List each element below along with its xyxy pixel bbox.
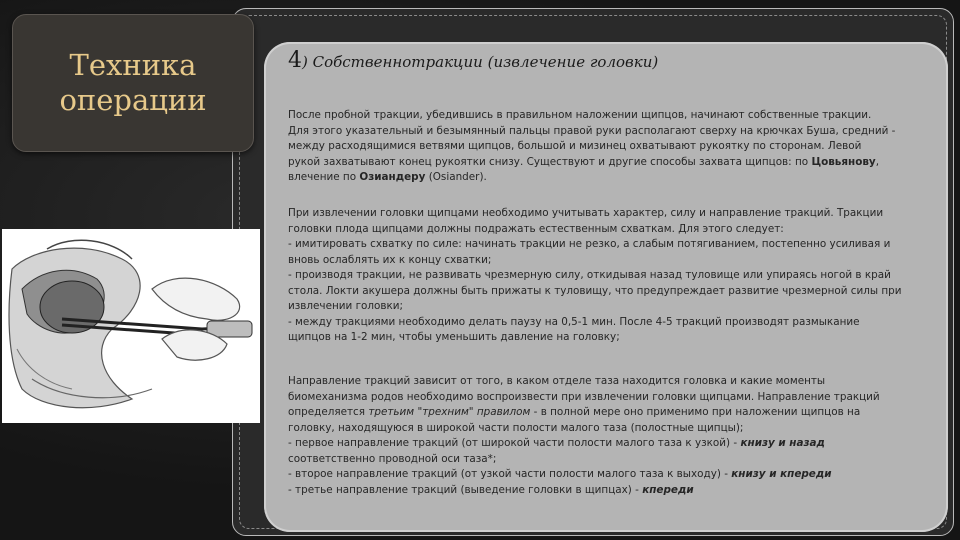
section-heading [288,48,928,73]
paragraph-line: стола. Локти акушера должны быть прижаты к туловищу, что предупреждает развитие чрезмерной силы при [288,284,902,297]
section-heading-text: ) Собственнотракции (извлечение головки) [302,53,659,71]
paragraph-line: извлечении головки; [288,300,404,312]
paragraph-line [288,170,908,186]
direction-label: кпереди [642,483,694,496]
paragraph-line: биомеханизма родов необходимо воспроизвести при извлечении головки щипцами. Направление тракций [288,390,880,403]
paragraph-line: При извлечении головки щипцами необходимо учитывать характер, силу и направление тракций. Тракции [288,207,884,219]
paragraph-traction-direction [288,374,908,498]
direction-label: книзу и назад [740,437,825,449]
forceps-illustration [2,229,260,423]
text-segment: влечение по [288,171,360,183]
text-segment: рукой захватывают конец рукоятки снизу. Существуют и другие способы захвата щипцов: по [288,155,812,168]
paragraph-line: между расходящимися ветвями щипцов, большой и мизинец охватывают рукоятку по сторонам. Левой [288,140,862,152]
paragraph-line: головку, находящуюся в широкой части полости малого таза (полостные щипцы); [288,421,744,434]
text-segment: , [875,155,880,168]
paragraph-line: - производя тракции, не развивать чрезмерную силу, откидывая назад туловище или упираясь ногой в край [288,269,891,281]
text-segment: - первое направление тракций (от широкой части полости малого таза к узкой) - [288,437,741,449]
rule-name: третьим "трехним" правилом [368,406,531,418]
paragraph-line: вновь ослаблять их к концу схватки; [288,253,492,266]
text-segment: (Osiander). [425,171,487,183]
section-number: 4 [288,48,302,73]
paragraph-line: головки плода щипцами должны подражать естественным схваткам. Для этого следует: [288,222,784,235]
text-segment: - третье направление тракций (выведение головки в щипцах) - [288,483,643,496]
paragraph-line: Направление тракций зависит от того, в каком отделе таза находится головка и какие моменты [288,375,826,387]
slide-title [59,48,206,118]
paragraph-line: Для этого указательный и безымянный пальцы правой руки располагают сверху на крючках Буша, средний - [288,124,896,137]
paragraph-line: - имитировать схватку по силе: начинать тракции не резко, а слабым потягиванием, постепенно усиливая и [288,238,891,250]
paragraph-line [288,483,908,499]
paragraph-traction-grip [288,108,908,186]
forceps-drawing [2,229,260,423]
paragraph-line: После пробной тракции, убедившись в правильном наложении щипцов, начинают собственные тракции. [288,109,872,121]
paragraph-line: соответственно проводной оси таза*; [288,452,497,465]
paragraph-line: - между тракциями необходимо делать паузу на 0,5-1 мин. После 4-5 тракций производят размыкание [288,315,860,328]
text-segment: - в полной мере оно применимо при наложении щипцов на [530,406,861,418]
slide-title-line2: операции [59,83,207,117]
slide-title-box [12,14,254,152]
direction-label: книзу и кпереди [731,468,832,480]
paragraph-line [288,405,908,421]
paragraph-line: щипцов на 1-2 мин, чтобы уменьшить давление на головку; [288,331,620,343]
paragraph-line [288,467,908,483]
text-segment: - второе направление тракций (от узкой части полости малого таза к выходу) - [288,468,732,480]
text-segment: определяется [288,406,369,418]
author-name: Цовьянову [811,155,876,168]
paragraph-line [288,155,908,171]
paragraph-line [288,436,908,452]
slide-title-line1: Техника [69,48,197,82]
author-name: Озиандеру [359,171,426,183]
paragraph-traction-rules [288,206,908,346]
